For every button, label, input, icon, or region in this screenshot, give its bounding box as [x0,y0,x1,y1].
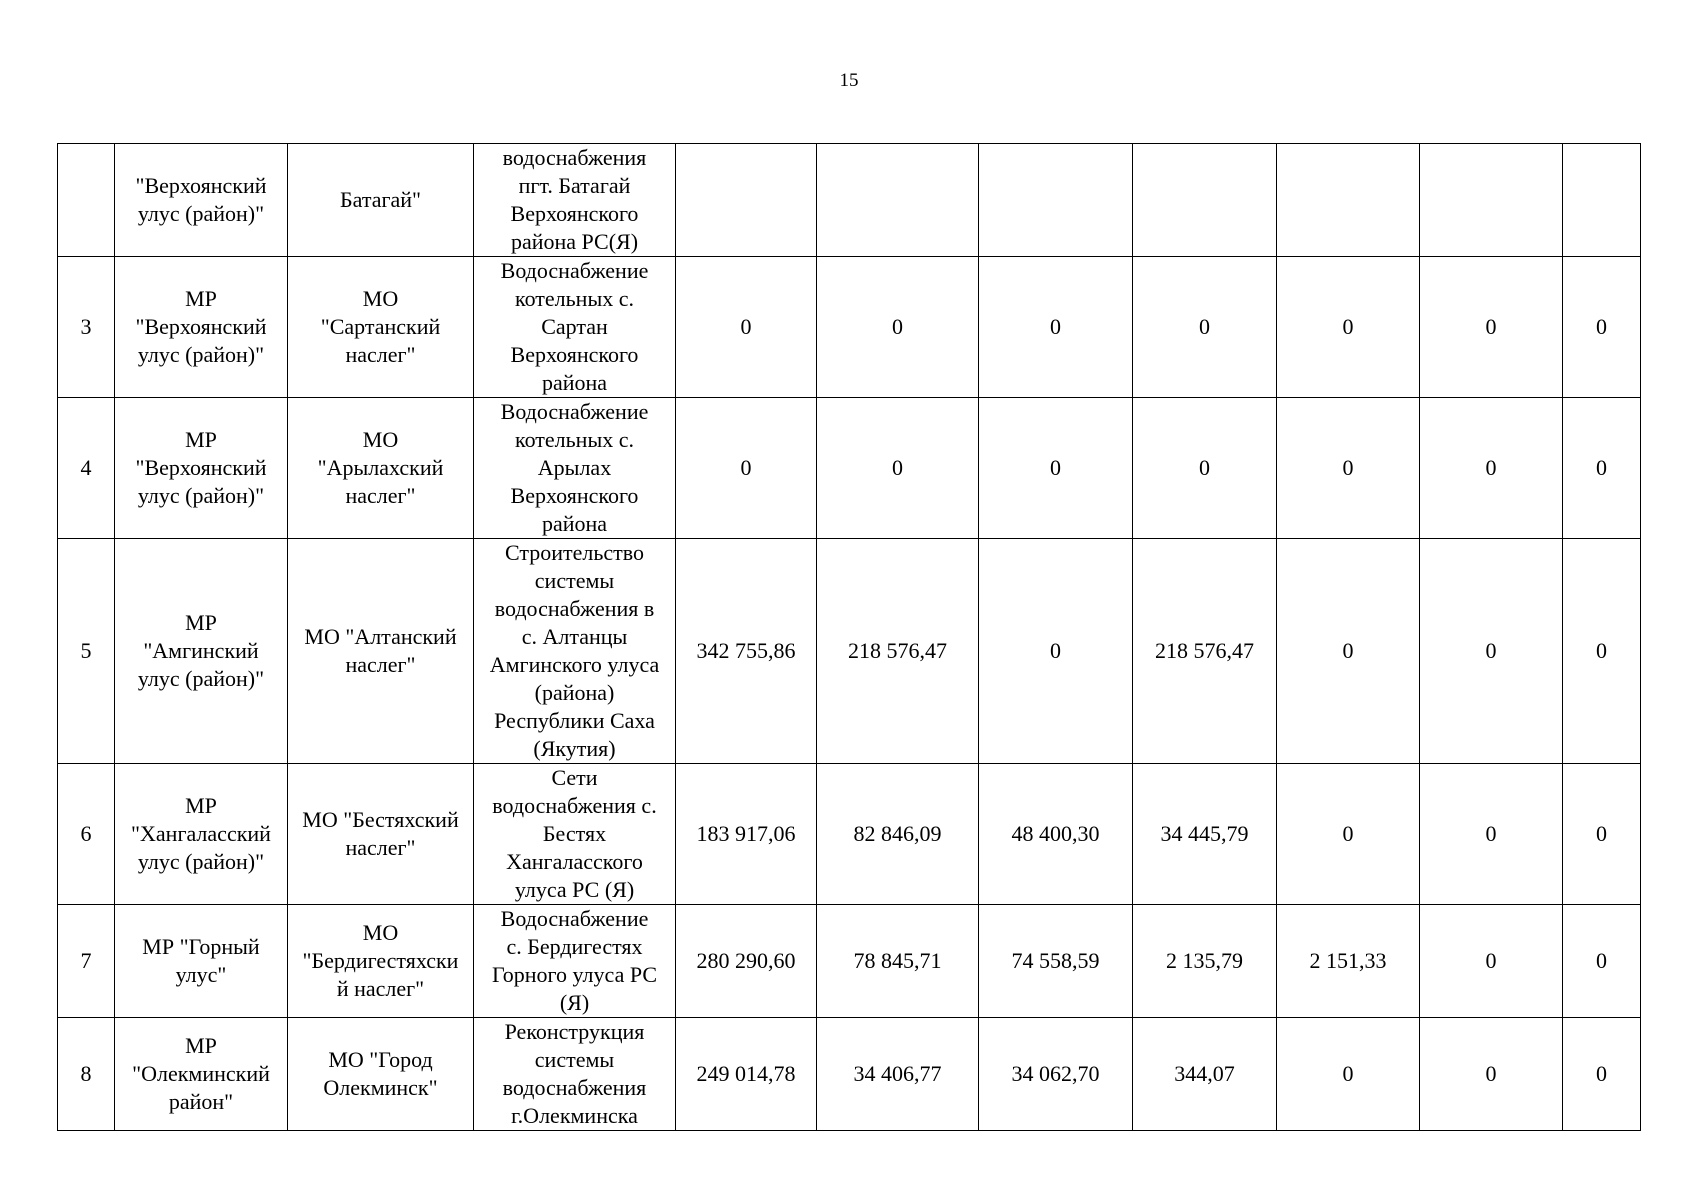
value-cell-3: 0 [979,257,1133,398]
municipality-cell-line: МО [362,920,399,945]
table-row [58,1018,1641,1131]
municipality-cell [288,1018,474,1131]
municipality-cell-line: й наслег" [336,976,425,1001]
object-name-cell-line: Сети [551,765,598,790]
object-name-cell-line: пгт. Батагай [518,173,631,198]
value-cell-4: 34 445,79 [1133,764,1277,905]
municipality-cell-line: наслег" [345,483,416,508]
object-name-cell-line: района [541,511,608,536]
object-name-cell-line: Верхоянского [510,483,639,508]
municipal-district-cell-line: улус (район)" [137,201,265,226]
municipal-district-cell-line: "Верхоянский [135,173,267,198]
value-cell-6 [1420,144,1563,257]
object-name-cell [474,398,676,539]
object-name-cell-line: Водоснабжение [500,399,649,424]
row-number-cell: 8 [58,1018,115,1131]
object-name-cell-line: системы [534,1047,615,1072]
value-cell-2: 78 845,71 [817,905,979,1018]
value-cell-3: 34 062,70 [979,1018,1133,1131]
value-cell-7: 0 [1563,398,1641,539]
municipality-cell [288,539,474,764]
municipal-district-cell-line: улус (район)" [137,666,265,691]
value-cell-5: 0 [1277,539,1420,764]
municipal-district-cell [115,1018,288,1131]
table-row [58,398,1641,539]
value-cell-2: 34 406,77 [817,1018,979,1131]
municipality-cell-line: "Бердигестяхски [302,948,459,973]
object-name-cell [474,539,676,764]
value-cell-1 [676,144,817,257]
value-cell-5: 2 151,33 [1277,905,1420,1018]
municipal-district-cell-line: МР "Горный [142,934,260,959]
municipality-cell-line: МО [362,286,399,311]
object-name-cell-line: (района) [534,680,615,705]
municipal-district-cell-line: улус (район)" [137,342,265,367]
value-cell-4 [1133,144,1277,257]
object-name-cell-line: Водоснабжение [500,906,649,931]
row-number-cell: 6 [58,764,115,905]
value-cell-4: 0 [1133,398,1277,539]
value-cell-7: 0 [1563,539,1641,764]
object-name-cell-line: Верхоянского [510,342,639,367]
value-cell-6: 0 [1420,1018,1563,1131]
value-cell-1: 0 [676,398,817,539]
value-cell-3: 74 558,59 [979,905,1133,1018]
row-number-cell: 3 [58,257,115,398]
table-row [58,144,1641,257]
municipal-district-cell-line: улус" [175,962,227,987]
value-cell-3: 48 400,30 [979,764,1133,905]
value-cell-7 [1563,144,1641,257]
object-name-cell-line: Реконструкция [504,1019,645,1044]
municipal-district-cell-line: улус (район)" [137,849,265,874]
object-name-cell-line: Амгинского улуса [489,652,660,677]
municipal-district-cell-line: "Верхоянский [135,314,267,339]
object-name-cell [474,257,676,398]
municipal-district-cell-line: улус (район)" [137,483,265,508]
object-name-cell [474,144,676,257]
value-cell-3: 0 [979,539,1133,764]
row-number-cell: 7 [58,905,115,1018]
object-name-cell-line: Сартан [541,314,608,339]
municipal-district-cell-line: МР [185,286,217,311]
value-cell-4: 344,07 [1133,1018,1277,1131]
value-cell-7: 0 [1563,1018,1641,1131]
municipal-district-cell-line: МР [185,610,217,635]
municipality-cell [288,905,474,1018]
value-cell-4: 218 576,47 [1133,539,1277,764]
value-cell-5: 0 [1277,1018,1420,1131]
object-name-cell-line: с. Алтанцы [521,624,628,649]
object-name-cell-line: Водоснабжение [500,258,649,283]
value-cell-7: 0 [1563,257,1641,398]
object-name-cell-line: водоснабжения [502,1075,647,1100]
value-cell-6: 0 [1420,398,1563,539]
object-name-cell-line: Республики Саха [494,708,655,733]
object-name-cell-line: Арылах [537,455,612,480]
object-name-cell-line: Бестях [542,821,607,846]
municipality-cell-line: Батагай" [339,187,422,212]
value-cell-6: 0 [1420,539,1563,764]
municipality-cell [288,398,474,539]
page-number: 15 [839,70,859,91]
municipality-cell-line: МО "Город [328,1047,433,1072]
value-cell-1: 342 755,86 [676,539,817,764]
object-name-cell-line: района РС(Я) [510,229,639,254]
table-row [58,257,1641,398]
municipal-district-cell-line: район" [168,1089,234,1114]
municipality-cell-line: наслег" [345,652,416,677]
object-name-cell-line: водоснабжения [502,145,647,170]
value-cell-6: 0 [1420,257,1563,398]
value-cell-1: 183 917,06 [676,764,817,905]
value-cell-6: 0 [1420,905,1563,1018]
value-cell-2: 0 [817,257,979,398]
table-body [58,144,1641,1131]
table-row [58,905,1641,1018]
value-cell-5: 0 [1277,398,1420,539]
municipality-cell-line: МО "Алтанский [304,624,457,649]
object-name-cell-line: улуса РС (Я) [514,877,635,902]
value-cell-1: 249 014,78 [676,1018,817,1131]
municipal-district-cell-line: "Олекминский [132,1061,270,1086]
value-cell-2: 0 [817,398,979,539]
object-name-cell [474,905,676,1018]
value-cell-7: 0 [1563,905,1641,1018]
municipality-cell-line: "Сартанский [320,314,441,339]
row-number-cell [58,144,115,257]
value-cell-5: 0 [1277,257,1420,398]
value-cell-3: 0 [979,398,1133,539]
value-cell-4: 0 [1133,257,1277,398]
data-table [57,143,1641,1131]
object-name-cell-line: Хангаласского [506,849,643,874]
table-row [58,539,1641,764]
municipality-cell-line: МО "Бестяхский [302,807,459,832]
municipal-district-cell [115,539,288,764]
value-cell-2: 82 846,09 [817,764,979,905]
value-cell-6: 0 [1420,764,1563,905]
municipal-district-cell [115,257,288,398]
municipality-cell-line: Олекминск" [323,1075,438,1100]
municipality-cell [288,257,474,398]
municipal-district-cell-line: "Амгинский [143,638,259,663]
object-name-cell-line: с. Бердигестях [506,934,643,959]
municipality-cell-line: МО [362,427,399,452]
municipal-district-cell [115,764,288,905]
object-name-cell-line: (Якутия) [533,736,616,761]
value-cell-4: 2 135,79 [1133,905,1277,1018]
object-name-cell-line: Строительство [504,540,645,565]
municipal-district-cell-line: "Верхоянский [135,455,267,480]
value-cell-1: 0 [676,257,817,398]
object-name-cell [474,764,676,905]
object-name-cell-line: г.Олекминска [511,1103,638,1128]
municipal-district-cell-line: МР [185,793,217,818]
municipal-district-cell-line: МР [185,427,217,452]
value-cell-5 [1277,144,1420,257]
object-name-cell [474,1018,676,1131]
municipal-district-cell [115,398,288,539]
object-name-cell-line: Верхоянского [510,201,639,226]
value-cell-1: 280 290,60 [676,905,817,1018]
municipality-cell [288,144,474,257]
municipal-district-cell-line: "Хангаласский [131,821,271,846]
row-number-cell: 4 [58,398,115,539]
municipality-cell-line: наслег" [345,835,416,860]
municipal-district-cell [115,144,288,257]
table-row [58,764,1641,905]
value-cell-3 [979,144,1133,257]
object-name-cell-line: системы [534,568,615,593]
object-name-cell-line: Горного улуса РС [491,962,658,987]
municipal-district-cell-line: МР [185,1033,217,1058]
value-cell-7: 0 [1563,764,1641,905]
value-cell-2 [817,144,979,257]
value-cell-5: 0 [1277,764,1420,905]
municipality-cell [288,764,474,905]
object-name-cell-line: района [541,370,608,395]
object-name-cell-line: водоснабжения в [494,596,655,621]
municipal-district-cell [115,905,288,1018]
municipality-cell-line: "Арылахский [317,455,444,480]
municipality-cell-line: наслег" [345,342,416,367]
row-number-cell: 5 [58,539,115,764]
object-name-cell-line: водоснабжения с. [492,793,657,818]
object-name-cell-line: котельных с. [515,427,634,452]
value-cell-2: 218 576,47 [817,539,979,764]
object-name-cell-line: (Я) [559,990,590,1015]
object-name-cell-line: котельных с. [515,286,634,311]
